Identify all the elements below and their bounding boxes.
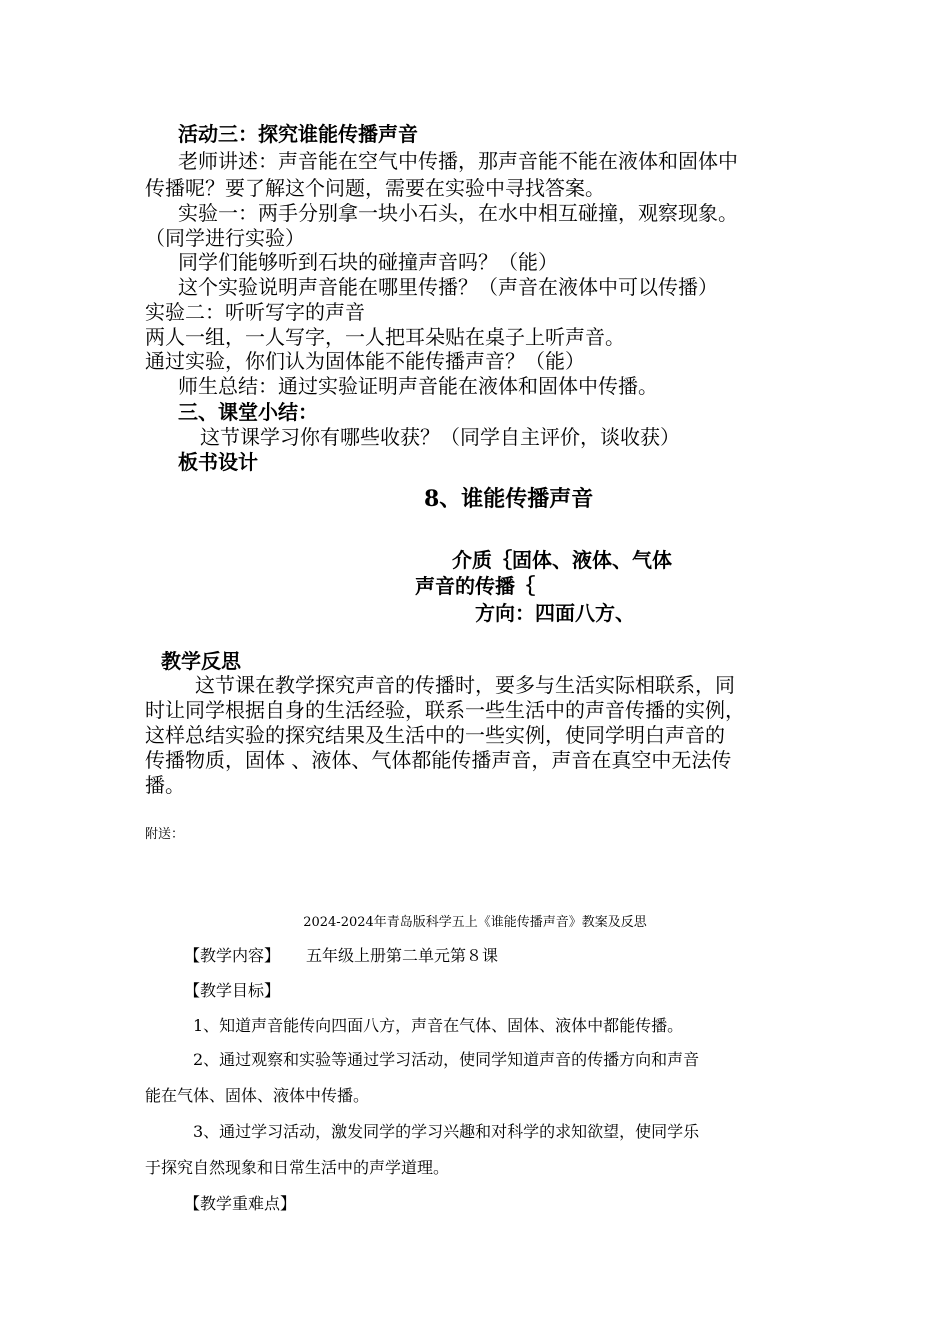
board-direction-branch: 方向：四面八方、 [475,601,635,625]
goal-3-line1: 3、通过学习活动，激发同学的学习兴趣和对科学的求知欲望，使同学乐 [193,1122,700,1141]
goal-1: 1、知道声音能传向四面八方，声音在气体、固体、液体中都能传播。 [193,1016,684,1035]
goal-3-line2: 于探究自然现象和日常生活中的声学道理。 [145,1158,450,1177]
goal-2-line2: 能在气体、固体、液体中传播。 [145,1086,370,1105]
board-root: 声音的传播｛ [415,574,535,598]
experiment2-question: 通过实验，你们认为固体能不能传播声音？（能） [145,349,585,373]
teaching-content-value: 五年级上册第二单元第８课 [306,946,499,965]
class-summary-text: 这节课学习你有哪些收获？（同学自主评价，谈收获） [200,425,680,449]
board-medium-branch: 介质｛固体、液体、气体 [452,548,672,572]
reflection-line: 这样总结实验的探究结果及生活中的一些实例，使同学明白声音的 [145,723,725,747]
teacher-student-summary: 师生总结：通过实验证明声音能在液体和固体中传播。 [178,374,658,398]
experiment2-desc: 两人一组，一人写字，一人把耳朵贴在桌子上听声音。 [145,325,625,349]
appendix-doc-title: 2024-2024年青岛版科学五上《谁能传播声音》教案及反思 [303,915,647,930]
teaching-goals-label: 【教学目标】 [184,981,281,1000]
activity-heading: 活动三：探究谁能传播声音 [178,122,418,146]
teacher-text-line2: 传播呢？要了解这个问题，需要在实验中寻找答案。 [145,176,605,200]
board-design-heading: 板书设计 [178,450,258,474]
appendix-label: 附送： [145,827,185,842]
experiment2-title: 实验二：听听写字的声音 [145,300,365,324]
reflection-line: 时让同学根据自身的生活经验，联系一些生活中的声音传播的实例， [145,698,745,722]
reflection-line: 传播物质，固体 、液体、气体都能传播声音，声音在真空中无法传 [145,748,732,772]
reflection-line: 播。 [145,773,185,797]
board-title: 8、谁能传播声音 [424,486,594,512]
reflection-line: 这节课在教学探究声音的传播时，要多与生活实际相联系，同 [195,673,735,697]
question-1: 同学们能够听到石块的碰撞声音吗？（能） [178,250,558,274]
class-summary-heading: 三、课堂小结： [178,400,318,424]
reflection-heading: 教学反思 [161,649,241,673]
experiment1-line2: （同学进行实验） [145,226,305,250]
experiment1-line1: 实验一：两手分别拿一块小石头，在水中相互碰撞，观察现象。 [178,201,738,225]
teaching-content-label: 【教学内容】 [184,946,281,965]
goal-2-line1: 2、通过观察和实验等通过学习活动，使同学知道声音的传播方向和声音 [193,1050,700,1069]
teacher-text-line1: 老师讲述：声音能在空气中传播，那声音能不能在液体和固体中 [178,149,738,173]
question-2: 这个实验说明声音能在哪里传播？（声音在液体中可以传播） [178,275,718,299]
key-points-label: 【教学重难点】 [184,1194,297,1213]
